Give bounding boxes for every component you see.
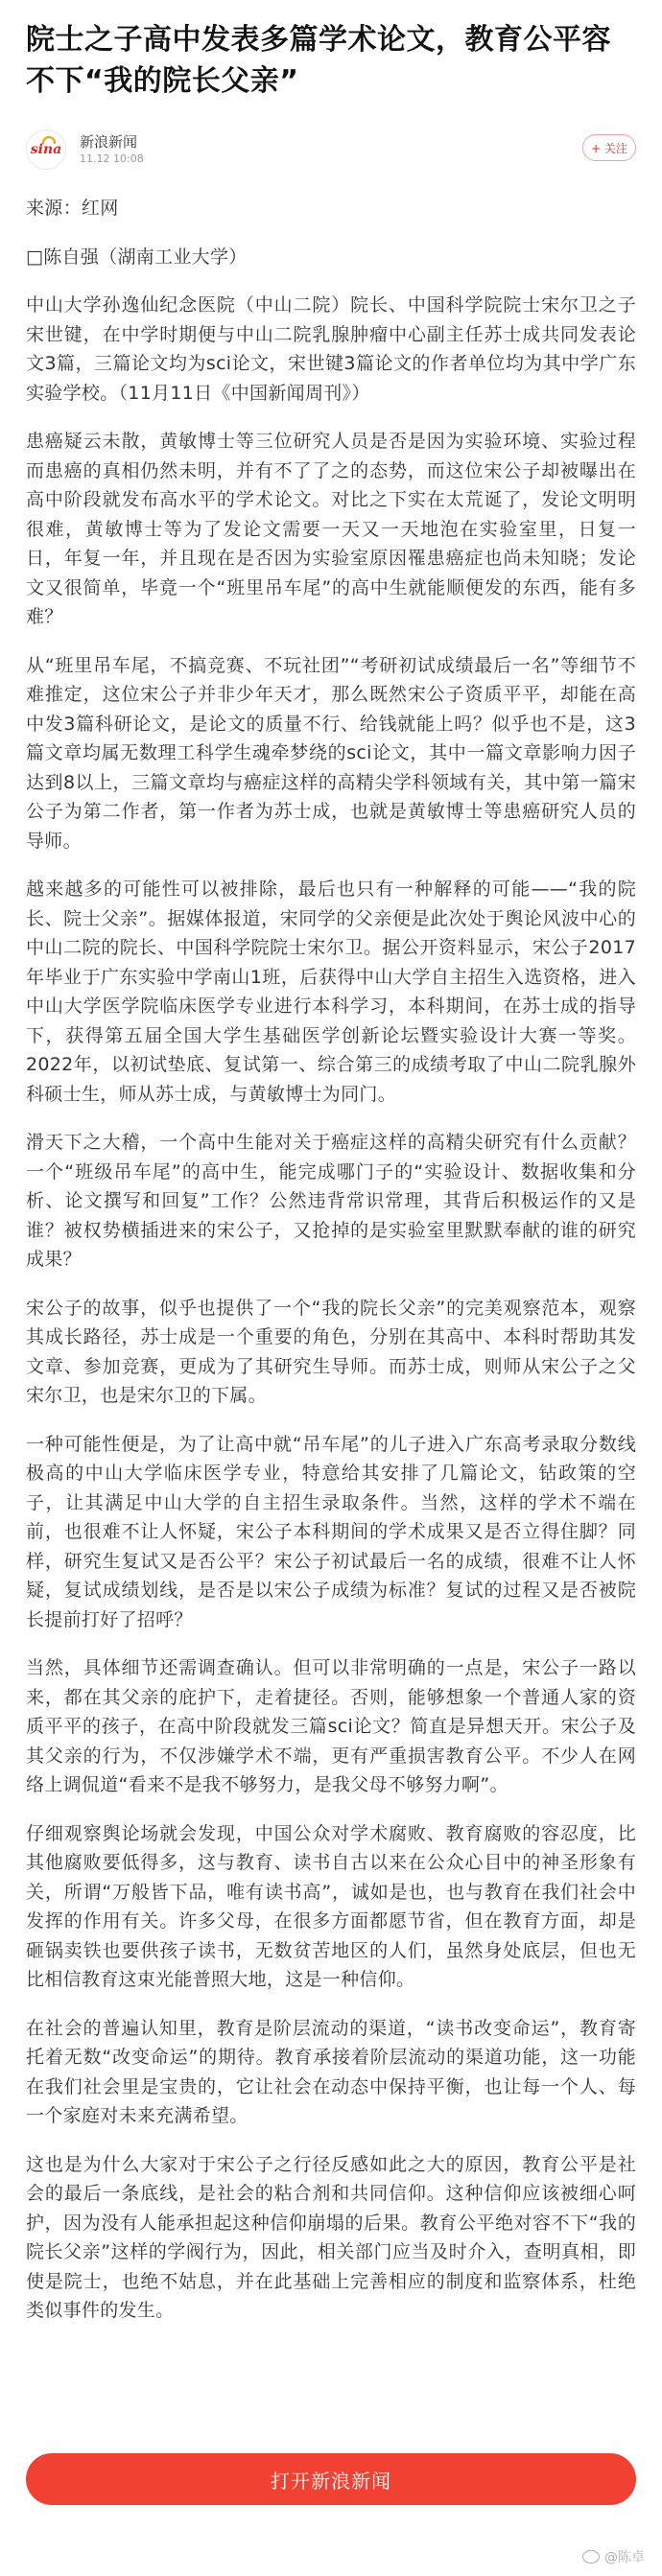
article-paragraph: 一种可能性便是，为了让高中就“吊车尾”的儿子进入广东高考录取分数线极高的中山大学临床医学专业，特意给其安排了几篇论文，钻政策的空子，让其满足中山大学的自主招生录取条件。当然，这样的学术不端在前，也很难不让人怀疑，宋公子本科期间的学术成果又是否立得住脚？同样，研究生复试又是否公平？宋公子初试最后一名的成绩，很难不让人怀疑，复试成绩划线，是否是以宋公子成绩为标准？复试的过程又是否被院长提前打好了招呼？ (26, 1433, 636, 1630)
author-row (26, 127, 636, 173)
article-title: 院士之子高中发表多篇学术论文，教育公平容不下“我的院长父亲” (26, 23, 611, 98)
article-paragraph: 越来越多的可能性可以被排除，最后也只有一种解释的可能——“我的院长、院士父亲”。据媒体报道，宋同学的父亲便是此次处于舆论风波中心的中山二院的院长、中国科学院院士宋尔卫。据公开资料显示，宋公子2017年毕业于广东实验中学南山1班，后获得中山大学自主招生入选资格，进入中山大学医学院临床医学专业进行本科学习，本科期间，在苏士成的指导下，获得第五届全国大学生基础医学创新论坛暨实验设计大赛一等奖。2022年，以初试垫底、复试第一、综合第三的成绩考取了中山二院乳腺外科硕士生，师从苏士成，与黄敏博士为同门。 (26, 878, 636, 1105)
open-sina-news-app-button[interactable]: 打开新浪新闻 (26, 2453, 636, 2505)
follow-button[interactable]: + 关注 (582, 134, 636, 161)
watermark-text: @陈卓 (604, 2550, 645, 2565)
article-paragraph: 仔细观察舆论场就会发现，中国公众对学术腐败、教育腐败的容忍度，比其他腐败要低得多，这与教育、读书自古以来在公众心目中的神圣形象有关，所谓“万般皆下品，唯有读书高”，诚如是也，也与教育在我们社会中发挥的作用有关。许多父母，在很多方面都愿节省，但在教育方面，却是砸锅卖铁也要供孩子读书，无数贫苦地区的人们，虽然身处底层，但也无比相信教育这束光能普照大地，这是一种信仰。 (26, 1822, 636, 1990)
sina-logo-text: sina (30, 142, 62, 157)
article-paragraph: 患癌疑云未散，黄敏博士等三位研究人员是否是因为实验环境、实验过程而患癌的真相仍然未明，并有不了了之的态势，而这位宋公子却被曝出在高中阶段就发布高水平的学术论文。对比之下实在太荒诞了，发论文明明很难，黄敏博士等为了发论文需要一天又一天地泡在实验室里，日复一日，年复一年，并且现在是否因为实验室原因罹患癌症也尚未知晓；发论文又很简单，毕竟一个“班里吊车尾”的高中生就能顺便发的东西，能有多难？ (26, 431, 636, 627)
weibo-logo-icon (582, 2550, 600, 2564)
article-paragraph: 中山大学孙逸仙纪念医院（中山二院）院长、中国科学院院士宋尔卫之子宋世键，在中学时期便与中山二院乳腺肿瘤中心副主任苏士成共同发表论文3篇，三篇论文均为sci论文，宋世键3篇论文的作者单位均为其中学广东实验学校。（11月11日《中国新闻周刊》） (26, 294, 636, 404)
article-paragraph: 在社会的普遍认知里，教育是阶层流动的渠道，“读书改变命运”，教育寄托着无数“改变命运”的期待。教育承接着阶层流动的渠道功能，这一功能在我们社会里是宝贵的，它让社会在动态中保持平衡，也让每一个人、每一个家庭对未来充满希望。 (26, 2017, 636, 2126)
article-paragraph: 来源：红网 (26, 198, 119, 219)
publish-time: 11.12 10:08 (80, 152, 144, 165)
article-paragraph: □陈自强（湖南工业大学） (26, 246, 248, 268)
article-paragraph: 滑天下之大稽，一个高中生能对关于癌症这样的高精尖研究有什么贡献？一个“班级吊车尾”的高中生，能完成哪门子的“实验设计、数据收集和分析、论文撰写和回复”工作？公然违背常识常理，其背后积极运作的又是谁？被权势横插进来的宋公子，又抢掉的是实验室里默默奉献的谁的研究成果？ (26, 1132, 636, 1270)
article-body (26, 194, 636, 2326)
sina-eye-logo-icon (42, 136, 56, 144)
article-paragraph: 从“班里吊车尾，不搞竞赛、不玩社团”“考研初试成绩最后一名”等细节不难推定，这位宋公子并非少年天才，那么既然宋公子资质平平，却能在高中发3篇科研论文，是论文的质量不行、给钱就能上吗？似乎也不是，这3篇文章均属无数理工科学生魂牵梦绕的sci论文，其中一篇文章影响力因子达到8以上，三篇文章均与癌症这样的高精尖学科领域有关，其中第一篇宋公子为第二作者，第一作者为苏士成，也就是黄敏博士等患癌研究人员的导师。 (26, 654, 636, 852)
watermark (582, 2547, 645, 2566)
source-name[interactable]: 新浪新闻 (80, 133, 138, 151)
author-meta (80, 132, 144, 167)
article-paragraph: 这也是为什么大家对于宋公子之行径反感如此之大的原因，教育公平是社会的最后一条底线，是社会的粘合剂和共同信仰。这种信仰应该被细心呵护，因为没有人能承担起这种信仰崩塌的后果。教育公平绝对容不下“我的院长父亲”这样的学阀行为，因此，相关部门应当及时介入，查明真相，即使是院士，也绝不姑息，并在此基础上完善相应的制度和监察体系，杜绝类似事件的发生。 (26, 2153, 636, 2321)
article-paragraph: 宋公子的故事，似乎也提供了一个“我的院长父亲”的完美观察范本，观察其成长路径，苏士成是一个重要的角色，分别在其高中、本科时帮助其发文章、参加竞赛，更成为了其研究生导师。而苏士成，则师从宋公子之父宋尔卫，也是宋尔卫的下属。 (26, 1297, 636, 1406)
source-avatar[interactable] (26, 129, 66, 170)
article-paragraph: 当然，具体细节还需调查确认。但可以非常明确的一点是，宋公子一路以来，都在其父亲的庇护下，走着捷径。否则，能够想象一个普通人家的资质平平的孩子，在高中阶段就发三篇sci论文？简直是异想天开。宋公子及其父亲的行为，不仅涉嫌学术不端，更有严重损害教育公平。不少人在网络上调侃道“看来不是我不够努力，是我父母不够努力啊”。 (26, 1657, 636, 1795)
